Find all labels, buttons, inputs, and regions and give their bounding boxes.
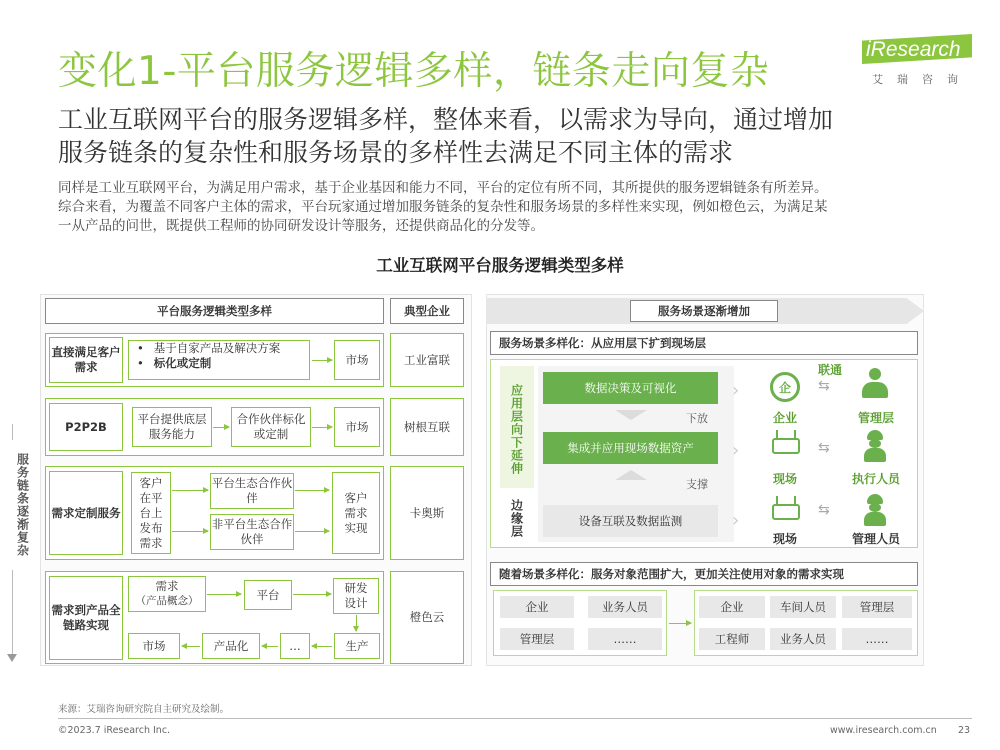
row-1-company: 工业富联 [390, 333, 464, 387]
company-header: 典型企业 [390, 298, 464, 324]
row-4-ellipsis: … [280, 633, 310, 659]
row-4-need-label: 需求 [155, 579, 179, 593]
description-line-2: 综合来看，为覆盖不同客户主体的需求，平台玩家通过增加服务链条的复杂性和服务场景的多样性来实现，例如橙色云，为满足某 [58, 199, 828, 215]
scene-2-left-item-2: 业务人员 [588, 596, 662, 618]
subtitle-line-2: 服务链条的复杂性和服务场景的多样性去满足不同主体的需求 [58, 138, 734, 167]
icon-label-enterprise: 企业 [772, 411, 797, 425]
row-4-platform: 平台 [244, 580, 292, 610]
row-3-arrow-4 [295, 531, 329, 532]
diagram-title: 工业互联网平台服务逻辑类型多样 [376, 256, 624, 275]
description-line-1: 同样是工业互联网平台，为满足用户需求，基于企业基因和能力不同，平台的定位有所不同，其所提供的服务逻辑链条有所差异。 [58, 180, 828, 196]
scene-1-edge-label: 边缘层 [509, 498, 524, 538]
side-arrow-head [7, 654, 17, 662]
scene-1-down-arrow-1 [615, 410, 647, 420]
row-4-arrow-6 [182, 646, 200, 647]
scene-2-arrow [669, 623, 691, 624]
scene-2-right-item-4: 工程师 [699, 628, 765, 650]
row-4-company: 橙色云 [390, 571, 464, 664]
scene-1-bar-1: 数据决策及可视化 [543, 372, 718, 404]
scene-2-left-item-1: 企业 [500, 596, 574, 618]
scene-2-right-item-5: 业务人员 [770, 628, 836, 650]
scene-2-title: 随着场景多样化：服务对象范围扩大，更加关注使用对象的需求实现 [490, 562, 918, 586]
scene-1-label-down: 下放 [686, 412, 708, 425]
exchange-icon: ⇆ [818, 502, 830, 518]
router-antenna [776, 430, 778, 438]
subtitle-line-1: 工业互联网平台的服务逻辑多样，整体来看，以需求为导向，通过增加 [58, 105, 834, 134]
scene-2-left-item-4: …… [588, 628, 662, 650]
router-antenna [794, 430, 796, 438]
connect-label: 联通 [817, 363, 842, 377]
row-4-need [128, 576, 206, 612]
row-4-rd: 研发设计 [333, 578, 379, 614]
row-4-arrow-2 [293, 594, 331, 595]
row-2-arrow-2 [312, 427, 332, 428]
row-1-end: 市场 [334, 340, 380, 380]
row-3-step-2b: 非平台生态合作伙伴 [210, 514, 294, 550]
page-title: 变化1-平台服务逻辑多样，链条走向复杂 [58, 49, 770, 94]
copyright: ©2023.7 iResearch Inc. [58, 725, 171, 736]
row-3-arrow-1 [172, 490, 208, 491]
website-url: www.iresearch.com.cn [830, 725, 937, 736]
worker-icon [862, 494, 888, 526]
row-4-arrow-5 [262, 646, 278, 647]
side-label: 服务链条逐渐复杂 [12, 440, 34, 570]
icon-label-executor: 执行人员 [851, 472, 900, 486]
scene-1-title: 服务场景多样化：从应用层下扩到现场层 [490, 331, 918, 355]
router-icon [772, 438, 800, 454]
icon-label-management: 管理层 [857, 411, 894, 425]
row-4-productize: 产品化 [202, 633, 260, 659]
description-line-3: 一从产品的问世，既提供工程师的协同研发设计等服务，还提供商品化的分发等。 [58, 218, 544, 234]
brand-subtitle: 艾瑞咨询 [872, 73, 972, 86]
icon-label-site-2: 现场 [772, 532, 797, 546]
row-1-arrow [312, 360, 332, 361]
exchange-icon: ⇆ [818, 440, 830, 456]
chevron-right-icon: › [732, 510, 740, 531]
row-4-need-note: （产品概念） [135, 595, 199, 607]
right-header: 服务场景逐渐增加 [630, 300, 778, 322]
row-3-company: 卡奥斯 [390, 466, 464, 560]
row-4-arrow-4 [312, 646, 332, 647]
row-2-category: P2P2B [49, 403, 123, 451]
row-4-arrow-3 [356, 615, 357, 631]
scene-1-vertical-label: 应用层向下延伸 [509, 383, 524, 475]
icon-label-staff: 管理人员 [851, 532, 900, 546]
row-2-end: 市场 [334, 407, 380, 447]
row-4-produce: 生产 [334, 633, 380, 659]
source-note: 来源：艾瑞咨询研究院自主研究及绘制。 [58, 704, 230, 715]
page-number: 23 [958, 725, 971, 736]
enterprise-icon: 企 [770, 372, 800, 402]
chevron-right-icon: › [732, 380, 740, 401]
chevron-right-icon: › [732, 440, 740, 461]
scene-2-right-item-6: …… [842, 628, 912, 650]
row-2-step-2: 合作伙伴标化或定制 [231, 407, 311, 447]
row-1-category: 直接满足客户需求 [49, 337, 123, 383]
row-1-bullet-2: 标化或定制 [153, 356, 212, 370]
scene-1-label-support: 支撑 [686, 478, 708, 491]
row-3-step-1: 客户在平台上发布需求 [131, 472, 171, 554]
router-antenna [794, 496, 796, 504]
router-antenna [776, 496, 778, 504]
icon-label-site-1: 现场 [772, 472, 797, 486]
row-2-company: 树根互联 [390, 398, 464, 456]
scene-1-up-arrow [615, 470, 647, 480]
worker-icon [862, 430, 888, 462]
brand-logo: iResearch [866, 38, 961, 61]
exchange-icon: ⇆ [818, 378, 830, 394]
scene-2-right-item-1: 企业 [699, 596, 765, 618]
manager-icon [862, 368, 888, 400]
scene-1-bar-2: 集成并应用现场数据资产 [543, 432, 718, 464]
scene-2-right-item-2: 车间人员 [770, 596, 836, 618]
row-3-end: 客户需求实现 [332, 472, 380, 554]
row-2-arrow-1 [213, 427, 229, 428]
row-3-step-2a: 平台生态合作伙伴 [210, 473, 294, 509]
footer-divider [58, 718, 972, 719]
row-1-bullets: • 基于自家产品及解决方案 • 标化或定制 [128, 340, 310, 380]
router-icon [772, 504, 800, 520]
row-3-arrow-2 [172, 531, 208, 532]
scene-1-bar-3: 设备互联及数据监测 [543, 505, 718, 537]
row-1-bullet-1: 基于自家产品及解决方案 [153, 341, 281, 355]
row-2-step-1: 平台提供底层服务能力 [132, 407, 212, 447]
scene-2-right-item-3: 管理层 [842, 596, 912, 618]
left-header: 平台服务逻辑类型多样 [45, 298, 384, 324]
row-4-category: 需求到产品全链路实现 [49, 576, 123, 660]
row-4-market: 市场 [128, 633, 180, 659]
row-3-arrow-3 [295, 490, 329, 491]
row-4-arrow-1 [207, 594, 241, 595]
row-3-category: 需求定制服务 [49, 471, 123, 555]
scene-2-left-item-3: 管理层 [500, 628, 574, 650]
